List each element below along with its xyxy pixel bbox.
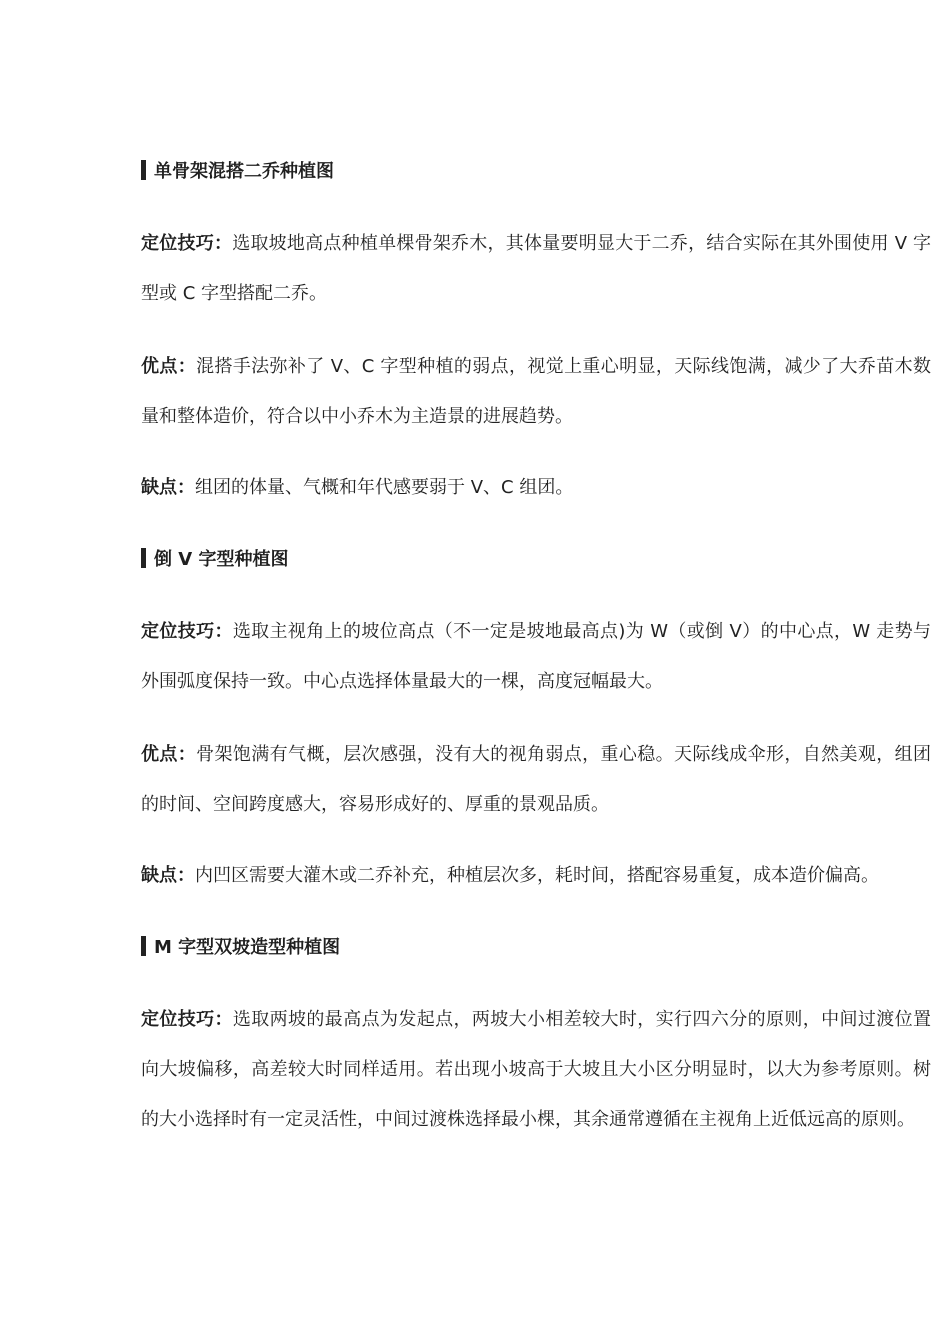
paragraph: [141, 342, 931, 442]
paragraph-label: 定位技巧：: [141, 621, 233, 642]
paragraph-label: 优点：: [141, 356, 197, 377]
title-bar-marker: [141, 548, 146, 568]
paragraph-text: 选取坡地高点种植单棵骨架乔木，其体量要明显大于二乔，结合实际在其外围使用 V 字型或 C 字型搭配二乔。: [141, 233, 932, 304]
paragraph: [141, 995, 931, 1145]
paragraph-text: 内凹区需要大灌木或二乔补充，种植层次多，耗时间，搭配容易重复，成本造价偏高。: [195, 865, 879, 886]
paragraph-label: 缺点：: [141, 477, 195, 498]
paragraph-label: 定位技巧：: [141, 233, 233, 254]
paragraph: [141, 463, 931, 513]
section-title-text: M 字型双坡造型种植图: [154, 937, 341, 958]
paragraph: [141, 219, 931, 319]
paragraph-text: 选取主视角上的坡位高点（不一定是坡地最高点)为 W（或倒 V）的中心点，W 走势与外围弧度保持一致。中心点选择体量最大的一棵，高度冠幅最大。: [141, 621, 932, 692]
section-title: [141, 544, 288, 576]
paragraph-label: 定位技巧：: [141, 1009, 233, 1030]
paragraph-label: 优点：: [141, 744, 197, 765]
section-title: [141, 156, 334, 188]
paragraph-text: 选取两坡的最高点为发起点，两坡大小相差较大时，实行四六分的原则，中间过渡位置向大坡偏移，高差较大时同样适用。若出现小坡高于大坡且大小区分明显时，以大为参考原则。树的大小选择时有一定灵活性，中间过渡株选择最小棵，其余通常遵循在主视角上近低远高的原则。: [141, 1009, 931, 1130]
section-title: [141, 932, 340, 964]
paragraph: [141, 851, 931, 901]
paragraph-label: 缺点：: [141, 865, 195, 886]
paragraph-text: 骨架饱满有气概，层次感强，没有大的视角弱点，重心稳。天际线成伞形，自然美观，组团的时间、空间跨度感大，容易形成好的、厚重的景观品质。: [141, 744, 932, 815]
paragraph-text: 混搭手法弥补了 V、C 字型种植的弱点，视觉上重心明显，天际线饱满，减少了大乔苗木数量和整体造价，符合以中小乔木为主造景的进展趋势。: [141, 356, 931, 427]
paragraph: [141, 730, 931, 830]
title-bar-marker: [141, 160, 146, 180]
paragraph-text: 组团的体量、气概和年代感要弱于 V、C 组团。: [195, 477, 574, 498]
title-bar-marker: [141, 936, 146, 956]
section-title-text: 单骨架混搭二乔种植图: [154, 161, 334, 182]
paragraph: [141, 607, 931, 707]
section-title-text: 倒 V 字型种植图: [154, 549, 289, 570]
